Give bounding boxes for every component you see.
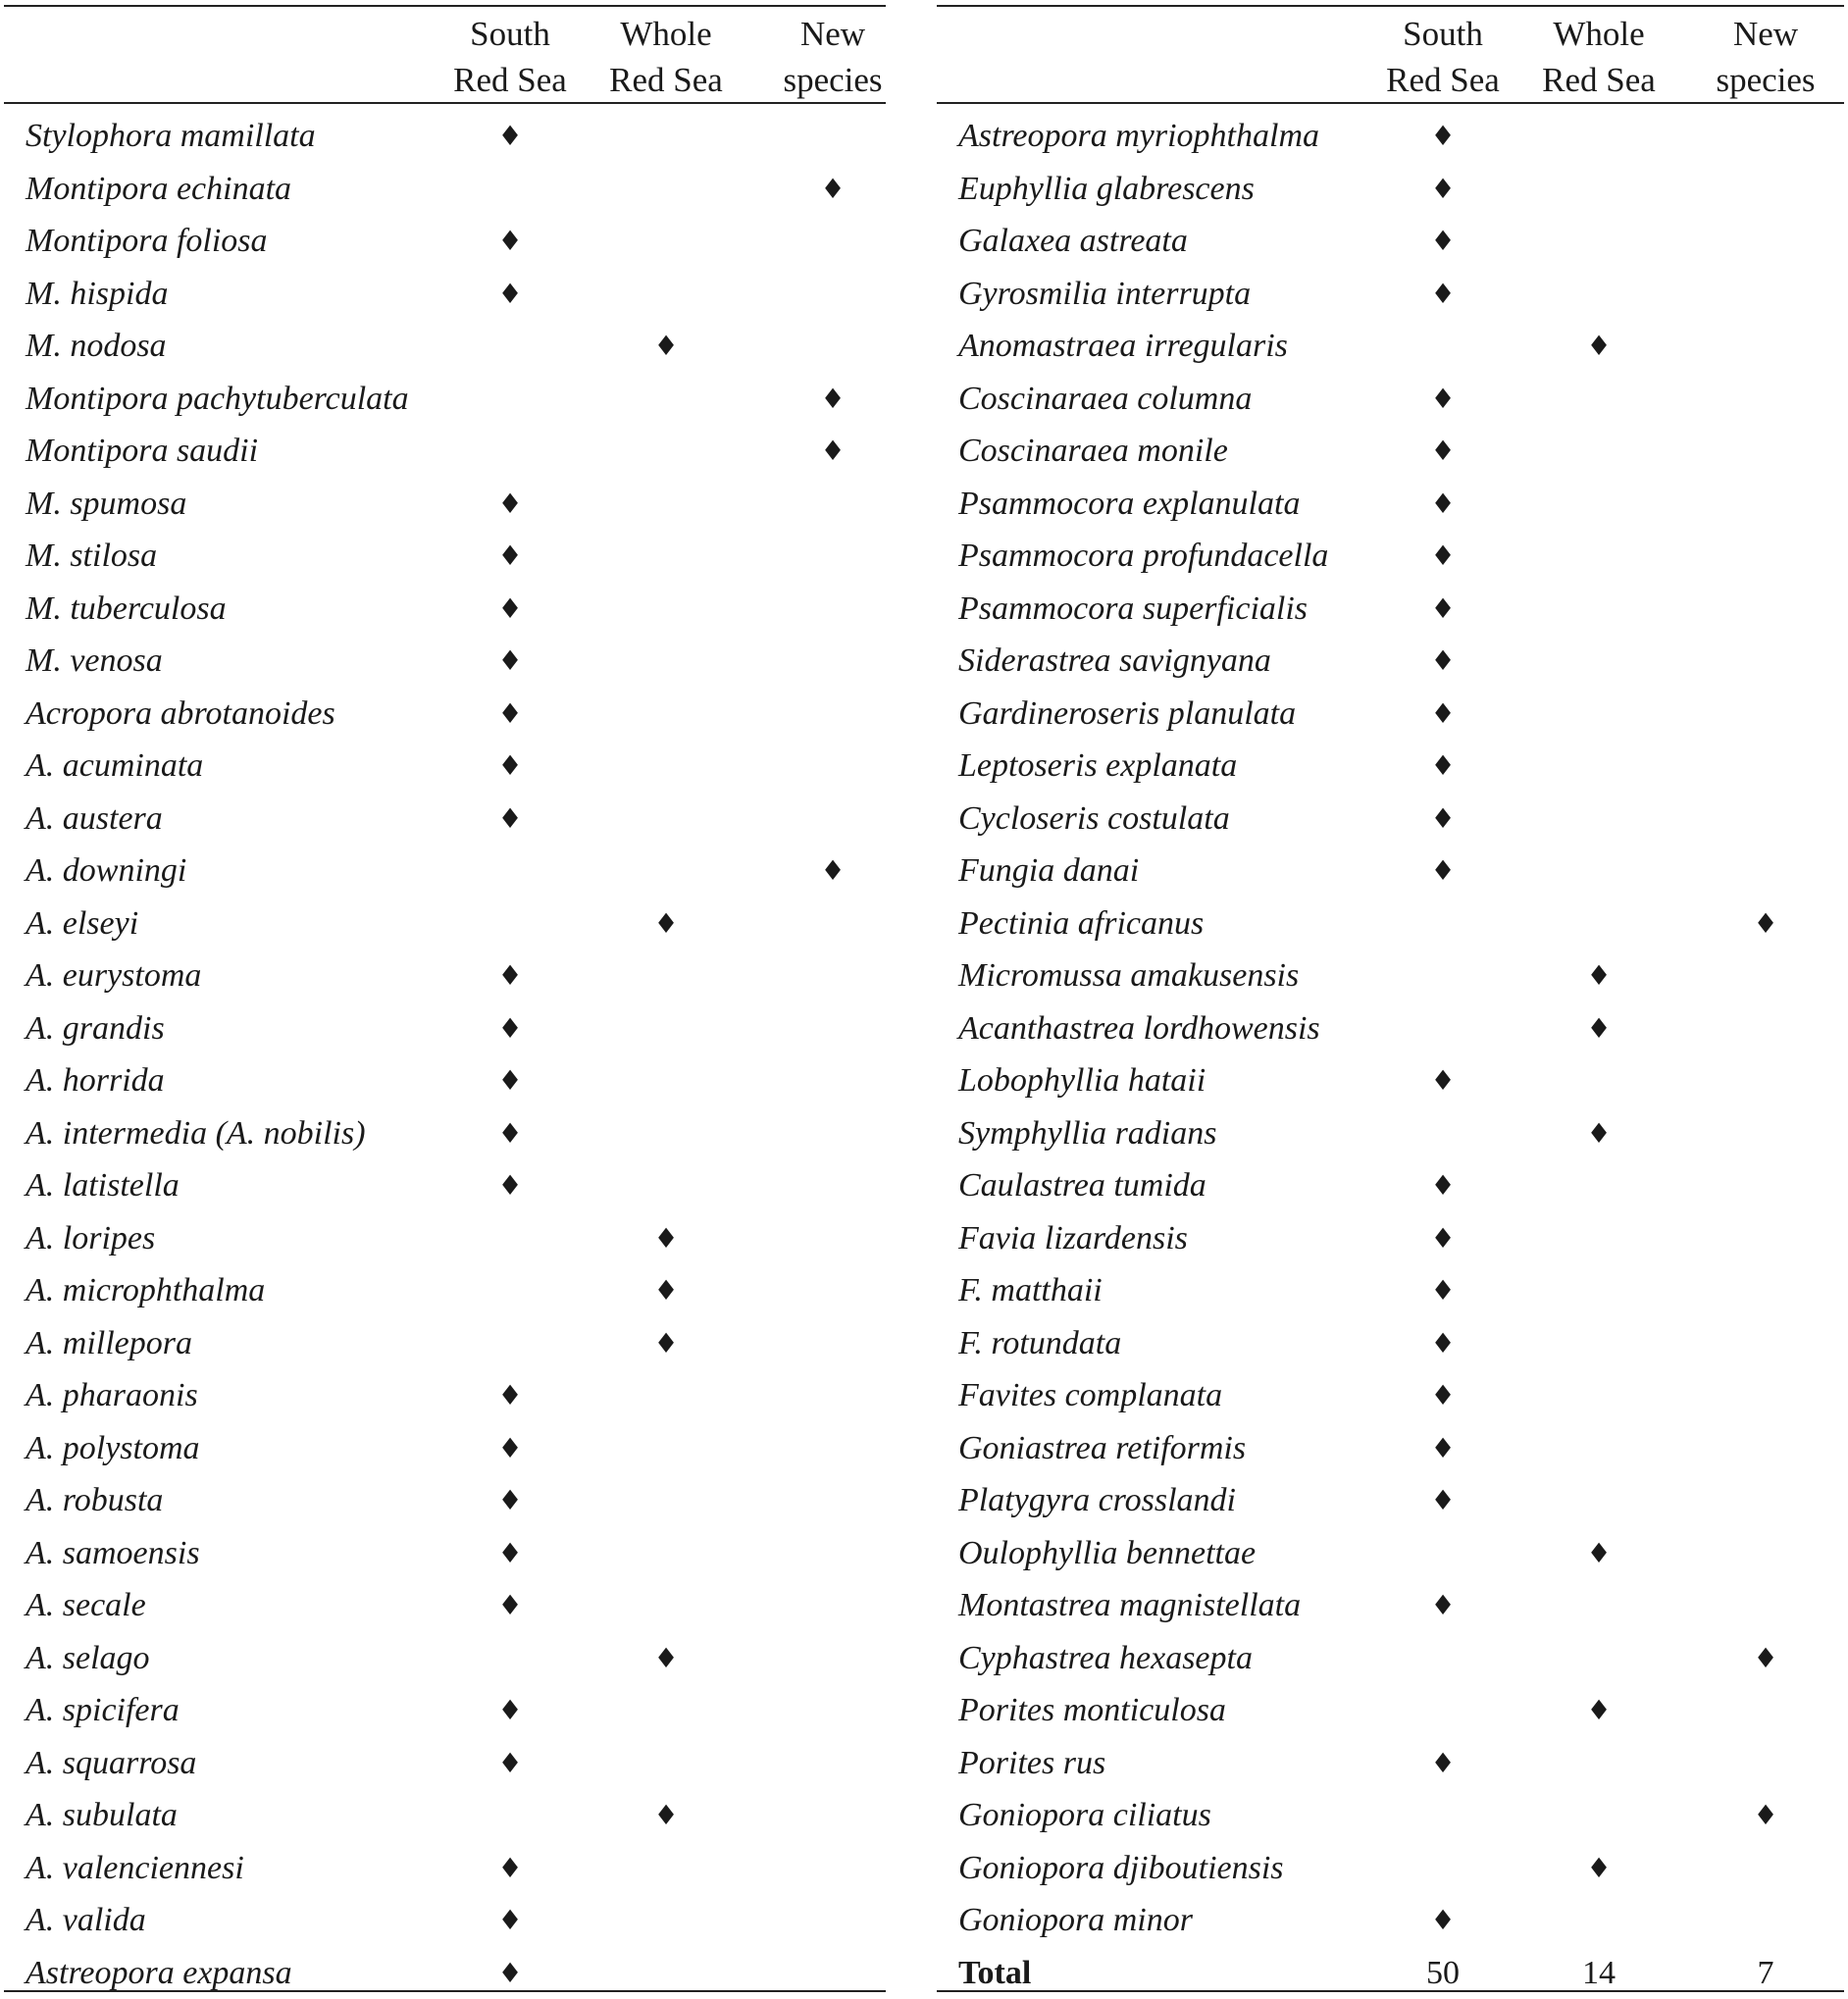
species-name: Micromussa amakusensis: [958, 957, 1300, 994]
total-label: Total: [958, 1954, 1032, 1991]
table-row: [4, 478, 886, 531]
species-name: M. nodosa: [26, 328, 167, 364]
table-row: [937, 1894, 1844, 1947]
presence-diamond-icon: ♦: [497, 1064, 523, 1097]
header-line: South: [1403, 15, 1483, 53]
presence-diamond-icon: ♦: [497, 749, 523, 782]
species-name: Goniopora minor: [958, 1902, 1193, 1938]
species-name: A. pharaonis: [26, 1377, 198, 1413]
species-name: Astreopora expansa: [26, 1954, 292, 1991]
species-name: M. spumosa: [26, 485, 187, 522]
table-row: [4, 215, 886, 268]
table-row: [4, 1842, 886, 1895]
species-name: A. millepora: [26, 1324, 192, 1361]
right-rows: [937, 110, 1844, 1999]
presence-diamond-icon: ♦: [1430, 1326, 1456, 1359]
table-row: [4, 1369, 886, 1422]
species-name: M. venosa: [26, 642, 163, 679]
species-name: Porites monticulosa: [958, 1692, 1226, 1728]
presence-diamond-icon: ♦: [497, 1536, 523, 1569]
species-name: F. rotundata: [958, 1324, 1122, 1361]
presence-diamond-icon: ♦: [497, 959, 523, 992]
presence-diamond-icon: ♦: [1430, 854, 1456, 887]
table-row: [4, 1737, 886, 1790]
species-name: Porites rus: [958, 1744, 1106, 1781]
header-line: species: [1716, 61, 1816, 99]
header-whole-red-sea: [588, 11, 744, 103]
table-row: [4, 373, 886, 426]
presence-diamond-icon: ♦: [1586, 1851, 1612, 1884]
species-name: M. tuberculosa: [26, 589, 227, 627]
presence-diamond-icon: ♦: [1430, 382, 1456, 415]
species-name: F. matthaii: [958, 1272, 1103, 1308]
header-line: Red Sea: [609, 61, 723, 99]
species-name: Montipora echinata: [26, 170, 292, 207]
presence-diamond-icon: ♦: [1430, 120, 1456, 152]
presence-diamond-icon: ♦: [1586, 1694, 1612, 1726]
species-name: Euphyllia glabrescens: [958, 170, 1255, 207]
presence-diamond-icon: ♦: [497, 644, 523, 677]
table-row: [4, 1894, 886, 1947]
presence-diamond-icon: ♦: [1430, 1221, 1456, 1255]
species-name: A. valida: [26, 1902, 146, 1938]
table-row: [937, 478, 1844, 531]
species-name: A. secale: [26, 1587, 146, 1623]
species-name: Gardineroseris planulata: [958, 694, 1297, 732]
table-row: [937, 215, 1844, 268]
table-row: [4, 1422, 886, 1475]
species-name: Symphyllia radians: [958, 1114, 1217, 1152]
species-name: A. robusta: [26, 1482, 164, 1518]
presence-diamond-icon: ♦: [653, 1641, 679, 1674]
species-name: Acanthastrea lordhowensis: [958, 1009, 1320, 1047]
species-name: A. spicifera: [26, 1692, 180, 1728]
total-value: 7: [1757, 1954, 1774, 1991]
presence-diamond-icon: ♦: [820, 382, 846, 415]
presence-diamond-icon: ♦: [1430, 1589, 1456, 1621]
species-name: Montipora pachytuberculata: [26, 380, 409, 417]
species-name: A. squarrosa: [26, 1744, 197, 1781]
table-row: [4, 320, 886, 373]
table-row: [937, 1842, 1844, 1895]
table-row: [937, 1107, 1844, 1160]
table-row: [4, 1002, 886, 1055]
table-row: [937, 1684, 1844, 1737]
table-row: [937, 1632, 1844, 1685]
species-name: Stylophora mamillata: [26, 118, 316, 154]
presence-diamond-icon: ♦: [820, 854, 846, 887]
species-name: Cyphastrea hexasepta: [958, 1639, 1253, 1676]
table-row: [4, 1632, 886, 1685]
presence-diamond-icon: ♦: [653, 330, 679, 362]
presence-diamond-icon: ♦: [497, 1379, 523, 1411]
species-name: A. austera: [26, 799, 163, 837]
table-row: [4, 845, 886, 897]
table-row: [4, 1212, 886, 1265]
presence-diamond-icon: ♦: [1430, 749, 1456, 782]
species-name: Goniastrea retiformis: [958, 1429, 1247, 1466]
total-value: 14: [1582, 1954, 1616, 1991]
species-name: Goniopora djiboutiensis: [958, 1849, 1284, 1886]
header-line: Red Sea: [453, 61, 567, 99]
presence-diamond-icon: ♦: [497, 487, 523, 520]
species-name: Pectinia africanus: [958, 904, 1205, 942]
presence-diamond-icon: ♦: [1586, 330, 1612, 362]
presence-diamond-icon: ♦: [497, 591, 523, 625]
species-name: Acropora abrotanoides: [26, 694, 335, 732]
species-name: Platygyra crosslandi: [958, 1482, 1236, 1518]
species-name: Favia lizardensis: [958, 1219, 1188, 1256]
species-name: Coscinaraea monile: [958, 433, 1228, 469]
table-row: [937, 583, 1844, 636]
header-new-species: [1687, 11, 1844, 103]
table-row: [937, 845, 1844, 897]
table-row: [4, 897, 886, 950]
presence-diamond-icon: ♦: [1753, 1641, 1778, 1674]
presence-diamond-icon: ♦: [1430, 1431, 1456, 1464]
presence-diamond-icon: ♦: [653, 1326, 679, 1359]
presence-diamond-icon: ♦: [497, 801, 523, 835]
presence-diamond-icon: ♦: [497, 1169, 523, 1202]
header-line: Red Sea: [1542, 61, 1656, 99]
table-row: [937, 1264, 1844, 1317]
species-name: Cycloseris costulata: [958, 799, 1230, 837]
presence-diamond-icon: ♦: [1430, 1274, 1456, 1307]
table-row: [937, 635, 1844, 688]
presence-diamond-icon: ♦: [497, 1746, 523, 1779]
table-row: [937, 373, 1844, 426]
table-row: [4, 949, 886, 1002]
species-name: Psammocora profundacella: [958, 538, 1329, 574]
species-name: Galaxea astreata: [958, 223, 1188, 259]
presence-diamond-icon: ♦: [1586, 1011, 1612, 1045]
species-name: M. hispida: [26, 275, 169, 312]
presence-diamond-icon: ♦: [1430, 1169, 1456, 1202]
presence-diamond-icon: ♦: [820, 435, 846, 467]
presence-diamond-icon: ♦: [653, 1221, 679, 1255]
table-row: [4, 1684, 886, 1737]
table-row: [937, 1474, 1844, 1527]
presence-diamond-icon: ♦: [497, 1589, 523, 1621]
presence-diamond-icon: ♦: [1430, 1484, 1456, 1516]
presence-diamond-icon: ♦: [1430, 1379, 1456, 1411]
table-row: [937, 1369, 1844, 1422]
header-line: Whole: [1553, 15, 1645, 53]
species-name: A. samoensis: [26, 1534, 200, 1571]
species-name: Anomastraea irregularis: [958, 328, 1288, 364]
species-name: Psammocora explanulata: [958, 485, 1301, 522]
presence-diamond-icon: ♦: [1430, 1904, 1456, 1936]
table-row: [4, 110, 886, 163]
presence-diamond-icon: ♦: [653, 1799, 679, 1831]
table-row: [4, 1474, 886, 1527]
species-name: Favites complanata: [958, 1377, 1223, 1413]
table-row: [4, 1159, 886, 1212]
species-name: Gyrosmilia interrupta: [958, 275, 1252, 312]
table-row: [4, 530, 886, 583]
table-row: [937, 1159, 1844, 1212]
presence-diamond-icon: ♦: [497, 225, 523, 257]
table-row: [4, 268, 886, 321]
presence-diamond-icon: ♦: [1430, 1746, 1456, 1779]
species-name: Montipora foliosa: [26, 223, 268, 259]
table-row: [4, 1579, 886, 1632]
table-bottom-rule: [937, 1990, 1844, 1992]
presence-diamond-icon: ♦: [1586, 1116, 1612, 1150]
table-row: [4, 1527, 886, 1580]
presence-diamond-icon: ♦: [497, 539, 523, 572]
presence-diamond-icon: ♦: [497, 1904, 523, 1936]
header-line: New: [799, 15, 866, 53]
header-whole-red-sea: [1520, 11, 1677, 103]
presence-diamond-icon: ♦: [653, 906, 679, 940]
presence-diamond-icon: ♦: [1430, 225, 1456, 257]
presence-diamond-icon: ♦: [497, 1694, 523, 1726]
presence-diamond-icon: ♦: [653, 1274, 679, 1307]
presence-diamond-icon: ♦: [1430, 1064, 1456, 1097]
presence-diamond-icon: ♦: [497, 277, 523, 310]
header-line: Whole: [620, 15, 712, 53]
table-row: [4, 163, 886, 216]
species-name: A. grandis: [26, 1009, 165, 1047]
header-line: New: [1732, 15, 1799, 53]
table-row: [4, 1054, 886, 1107]
species-name: M. stilosa: [26, 538, 158, 574]
table-row: [4, 1107, 886, 1160]
table-bottom-rule: [4, 1990, 886, 1992]
species-name: Psammocora superficialis: [958, 589, 1309, 627]
species-name: Siderastrea savignyana: [958, 642, 1271, 679]
presence-diamond-icon: ♦: [497, 1956, 523, 1989]
presence-diamond-icon: ♦: [497, 1011, 523, 1045]
presence-diamond-icon: ♦: [1430, 539, 1456, 572]
presence-diamond-icon: ♦: [1753, 906, 1778, 940]
presence-diamond-icon: ♦: [1430, 487, 1456, 520]
species-name: A. polystoma: [26, 1429, 200, 1466]
species-name: A. intermedia (A. nobilis): [26, 1114, 366, 1152]
species-name: A. selago: [26, 1639, 150, 1676]
table-row: [937, 530, 1844, 583]
table-row: [4, 583, 886, 636]
presence-diamond-icon: ♦: [1430, 277, 1456, 310]
presence-diamond-icon: ♦: [1430, 801, 1456, 835]
species-name: A. downingi: [26, 852, 187, 889]
species-name: A. latistella: [26, 1167, 180, 1204]
species-name: A. valenciennesi: [26, 1849, 244, 1886]
presence-diamond-icon: ♦: [820, 172, 846, 205]
table-row: [937, 1422, 1844, 1475]
species-name: A. microphthalma: [26, 1272, 266, 1308]
presence-diamond-icon: ♦: [497, 696, 523, 730]
presence-diamond-icon: ♦: [497, 1484, 523, 1516]
table-row: [937, 688, 1844, 741]
table-row: [4, 1264, 886, 1317]
presence-diamond-icon: ♦: [1430, 696, 1456, 730]
presence-diamond-icon: ♦: [1430, 591, 1456, 625]
table-row: [937, 1737, 1844, 1790]
table-top-rule: [4, 5, 886, 7]
table-row: [4, 1317, 886, 1370]
species-name: A. acuminata: [26, 747, 204, 784]
table-row: [937, 949, 1844, 1002]
species-name: A. loripes: [26, 1219, 156, 1256]
table-row: [937, 268, 1844, 321]
table-row: [937, 320, 1844, 373]
species-name: Caulastrea tumida: [958, 1167, 1206, 1204]
table-row: [937, 110, 1844, 163]
header-rule: [4, 102, 886, 104]
presence-diamond-icon: ♦: [497, 1851, 523, 1884]
table-row: [937, 1527, 1844, 1580]
presence-diamond-icon: ♦: [497, 120, 523, 152]
presence-diamond-icon: ♦: [1586, 959, 1612, 992]
total-value: 50: [1426, 1954, 1460, 1991]
table-row: [4, 793, 886, 846]
table-row: [937, 1317, 1844, 1370]
species-name: Lobophyllia hataii: [958, 1062, 1206, 1099]
presence-diamond-icon: ♦: [497, 1431, 523, 1464]
table-row: [937, 1054, 1844, 1107]
table-row: [937, 1002, 1844, 1055]
species-name: A. horrida: [26, 1062, 165, 1099]
presence-diamond-icon: ♦: [1753, 1799, 1778, 1831]
table-row: [937, 897, 1844, 950]
presence-diamond-icon: ♦: [1586, 1536, 1612, 1569]
species-name: Fungia danai: [958, 852, 1140, 889]
header-line: species: [783, 61, 883, 99]
presence-diamond-icon: ♦: [1430, 172, 1456, 205]
table-row: [4, 688, 886, 741]
table-row: [937, 1579, 1844, 1632]
header-rule: [937, 102, 1844, 104]
species-name: A. elseyi: [26, 904, 139, 942]
table-row: [937, 425, 1844, 478]
table-row: [937, 740, 1844, 793]
table-top-rule: [937, 5, 1844, 7]
table-row: [937, 793, 1844, 846]
species-name: A. eurystoma: [26, 957, 202, 994]
table-row: [4, 425, 886, 478]
table-row: [937, 1212, 1844, 1265]
species-name: Oulophyllia bennettae: [958, 1534, 1257, 1571]
table-row: [4, 740, 886, 793]
header-south-red-sea: [1364, 11, 1521, 103]
species-name: Coscinaraea columna: [958, 380, 1253, 417]
species-name: A. subulata: [26, 1797, 178, 1833]
header-line: South: [470, 15, 550, 53]
presence-diamond-icon: ♦: [1430, 435, 1456, 467]
species-name: Montipora saudii: [26, 433, 259, 469]
header-new-species: [754, 11, 911, 103]
presence-diamond-icon: ♦: [1430, 644, 1456, 677]
table-row: [4, 635, 886, 688]
table-row: [937, 1789, 1844, 1842]
header-line: Red Sea: [1386, 61, 1500, 99]
species-name: Astreopora myriophthalma: [958, 118, 1320, 154]
species-name: Montastrea magnistellata: [958, 1587, 1302, 1623]
left-rows: [4, 110, 886, 1999]
table-row: [937, 163, 1844, 216]
species-name: Leptoseris explanata: [958, 747, 1238, 784]
presence-diamond-icon: ♦: [497, 1116, 523, 1150]
species-name: Goniopora ciliatus: [958, 1797, 1211, 1833]
table-row: [4, 1789, 886, 1842]
header-south-red-sea: [432, 11, 589, 103]
